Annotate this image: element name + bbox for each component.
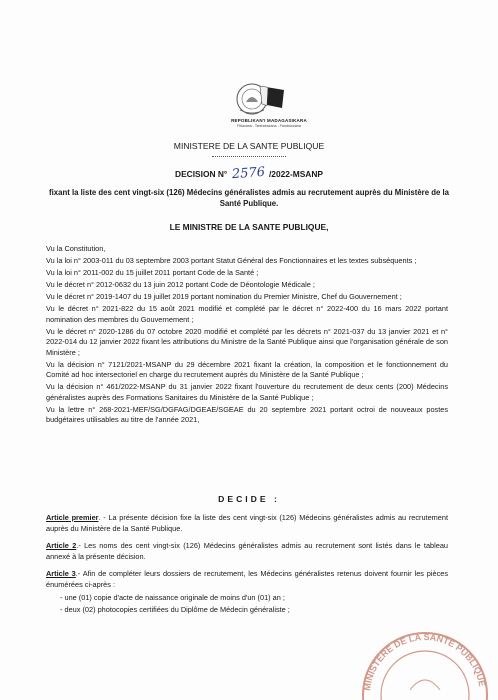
handwritten-decision-number: 2576 [231, 164, 266, 183]
decision-subject: fixant la liste des cent vingt-six (126) Médecins généralistes admis au recrutement auprès du Ministère de la Santé Publique. [49, 188, 449, 208]
article-text: .- Afin de compléter leurs dossiers de recrutement, les Médecins généralistes retenus doivent fournir les pièces énumérées ci-après : [46, 569, 449, 589]
vu-item: Vu la décision n° 7121/2021-MSANP du 29 décembre 2021 fixant la création, la composition et le fonctionnement du Comité ad hoc intersectoriel en charge du recrutement auprès du Ministère de la Santé Publique ; [46, 359, 448, 380]
dotted-divider [212, 156, 286, 157]
stamp-text: MINISTERE DE LA SANTE PUBLIQUE [362, 631, 488, 692]
article-text: .- Les noms des cent vingt-six (126) Médecins généralistes admis au recrutement sont listés dans le tableau annexé à la présente décision. [46, 541, 448, 561]
vu-item: Vu la loi n° 2011-002 du 15 juillet 2011 portant Code de la Santé ; [46, 267, 259, 277]
list-item: - deux (02) photocopies certifiées du Diplôme de Médecin généraliste ; [60, 605, 290, 615]
decision-suffix: /2022-MSANP [268, 169, 323, 179]
republic-motto: Fitiavana - Tanindrazana - Fandrosoana [237, 124, 301, 128]
vu-item: Vu la décision n° 461/2022-MSANP du 31 janvier 2022 fixant l'ouverture du recrutement de deux cents (200) Médecins généralistes auprès des Formations Sanitaires du Ministère de la Santé Publique ; [46, 382, 448, 402]
decide-heading: DECIDE : [218, 494, 280, 504]
minister-heading: LE MINISTRE DE LA SANTE PUBLIQUE, [169, 222, 329, 232]
vu-item: Vu le décret n° 2021-822 du 15 août 2021 modifié et complété par le décret n° 2022-400 du 16 mars 2022 portant nomination des membres du Gouvernement ; [46, 303, 448, 324]
vu-item: Vu la loi n° 2003-011 du 03 septembre 2003 portant Statut Général des Fonctionnaires et les textes subséquents ; [46, 255, 417, 265]
vu-item: Vu le décret n° 2012-0632 du 13 juin 2012 portant Code de Déontologie Médicale ; [46, 279, 315, 289]
madagascar-flag-icon [256, 84, 286, 110]
svg-text:MINISTERE DE LA SANTE PUBLIQUE [362, 632, 487, 691]
vu-item: Vu le décret n° 2020-1286 du 07 octobre 2020 modifié et complété par les décrets n° 2021-037 du 13 janvier 2021 et n° 2022-014 du 12 janvier 2022 fixant les attributions du Ministre de la Santé Publique ainsi que l'organisation générale de son Ministère ; [46, 326, 448, 357]
vu-considerations-list [46, 244, 448, 427]
article-2 [46, 541, 448, 562]
vu-item: Vu la lettre n° 268-2021-MEF/SG/DGFAG/DGEAE/SGEAE du 20 septembre 2021 portant octroi de nouveaux postes budgétaires utilisables au titre de l'année 2021, [46, 404, 448, 425]
vu-item: Vu le décret n° 2019-1407 du 19 juillet 2019 portant nomination du Premier Ministre, Chef du Gouvernement ; [46, 291, 402, 301]
vu-item: Vu la Constitution, [46, 244, 106, 253]
republic-name: REPOBLIKAN'I MADAGASIKARA [231, 118, 307, 123]
ministry-title: MINISTERE DE LA SANTE PUBLIQUE [173, 141, 325, 151]
article-text: . - La présente décision fixe la liste des cent vingt-six (126) Médecins généralistes admis au recrutement auprès du Ministère de la Santé Publique. [46, 513, 448, 533]
article-premier [46, 513, 448, 534]
decision-number-line [0, 166, 498, 181]
official-stamp-icon [350, 600, 498, 700]
decision-prefix: DECISION N° [175, 169, 228, 179]
article-label: Article 3 [46, 569, 76, 579]
article-label: Article 2 [46, 541, 77, 551]
list-item: - une (01) copie d'acte de naissance originale de moins d'un (01) an ; [60, 592, 285, 602]
article-label: Article premier [46, 513, 99, 522]
